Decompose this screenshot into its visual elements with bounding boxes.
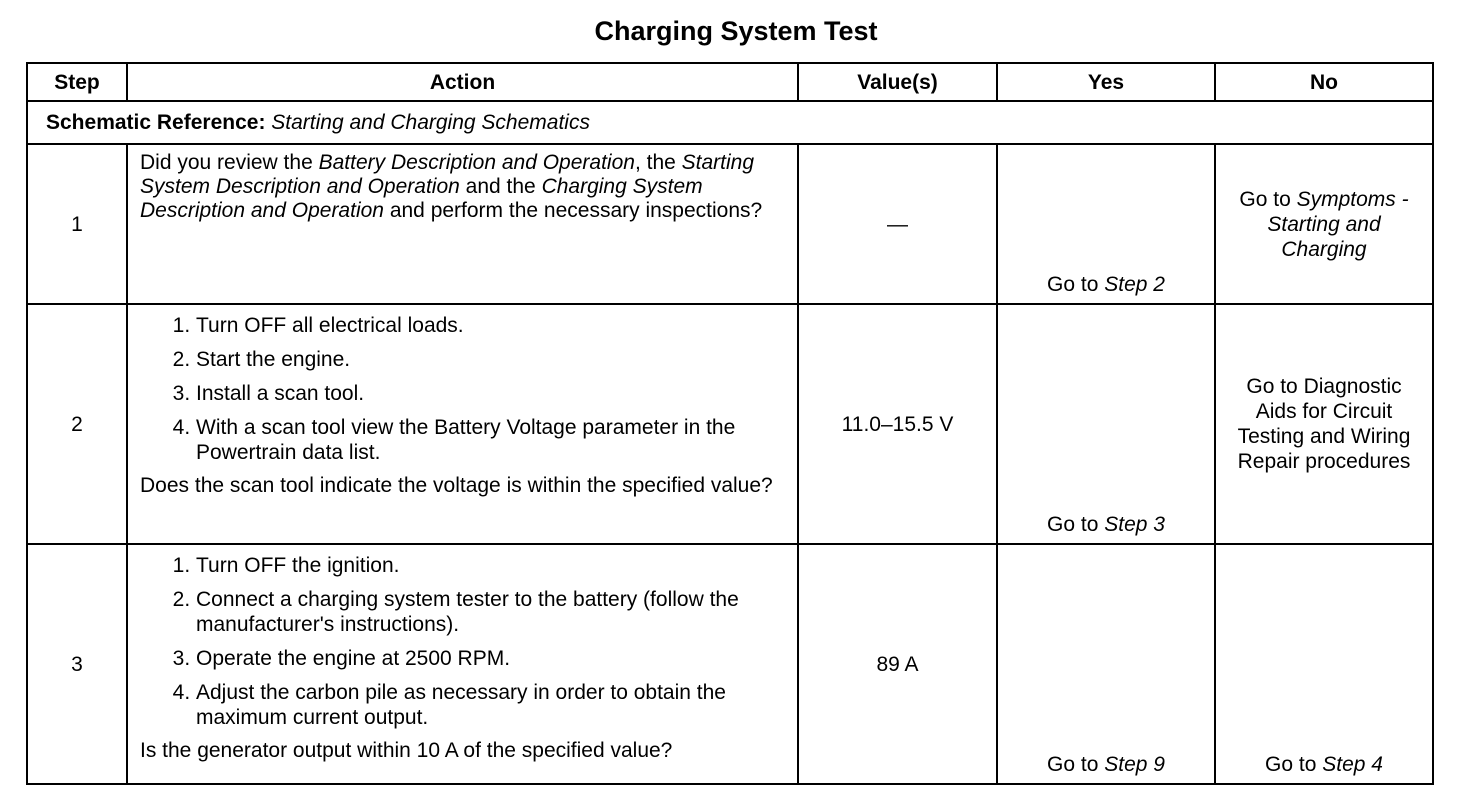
no-link[interactable]: Symptoms - Starting and Charging xyxy=(1267,187,1409,261)
no-cell: Go to Step 4 xyxy=(1215,544,1433,784)
value-cell: 89 A xyxy=(798,544,997,784)
table-row xyxy=(27,544,1433,784)
action-cell xyxy=(127,544,798,784)
step-number: 1 xyxy=(27,144,127,304)
yes-cell: Go to Step 9 xyxy=(997,544,1215,784)
yes-link[interactable]: Step 2 xyxy=(1104,273,1165,296)
header-yes: Yes xyxy=(997,63,1215,101)
action-question: Did you review the Battery Description and Operation, the Starting System Description and Operation and the Charging System Description and Operation and perform the necessary inspections? xyxy=(140,151,763,222)
action-cell xyxy=(127,304,798,544)
yes-cell: Go to Step 2 xyxy=(997,144,1215,304)
page-title: Charging System Test xyxy=(594,16,878,46)
list-item: 1. Turn OFF all electrical loads. xyxy=(196,313,787,338)
no-cell: Go to Symptoms - Starting and Charging xyxy=(1215,144,1433,304)
list-item: 3. Install a scan tool. xyxy=(196,381,787,406)
action-question: Does the scan tool indicate the voltage is within the specified value? xyxy=(140,474,773,497)
list-item: 2. Start the engine. xyxy=(196,347,787,372)
table-row xyxy=(27,304,1433,544)
schematic-reference xyxy=(27,101,1433,144)
header-values: Value(s) xyxy=(798,63,997,101)
table-row xyxy=(27,144,1433,304)
procedure-list xyxy=(140,553,787,730)
value-cell: — xyxy=(798,144,997,304)
list-item: 4. With a scan tool view the Battery Voltage parameter in the Powertrain data list. xyxy=(196,415,787,465)
list-item: 2. Connect a charging system tester to the battery (follow the manufacturer's instructions). xyxy=(196,587,787,637)
action-cell xyxy=(127,144,798,304)
schematic-value: Starting and Charging Schematics xyxy=(271,111,590,134)
header-step: Step xyxy=(27,63,127,101)
schematic-row xyxy=(27,101,1433,144)
no-link[interactable]: Step 4 xyxy=(1322,753,1383,776)
header-no: No xyxy=(1215,63,1433,101)
no-cell[interactable]: Go to Diagnostic Aids for Circuit Testing and Wiring Repair procedures xyxy=(1215,304,1433,544)
step-number: 3 xyxy=(27,544,127,784)
list-item: 1. Turn OFF the ignition. xyxy=(196,553,787,578)
list-item: 3. Operate the engine at 2500 RPM. xyxy=(196,646,787,671)
action-question: Is the generator output within 10 A of the specified value? xyxy=(140,739,673,762)
procedure-list xyxy=(140,313,787,465)
header-row xyxy=(27,63,1433,101)
schematic-label: Schematic Reference: xyxy=(46,111,266,134)
value-cell: 11.0–15.5 V xyxy=(798,304,997,544)
list-item: 4. Adjust the carbon pile as necessary in order to obtain the maximum current output. xyxy=(196,680,787,730)
yes-link[interactable]: Step 3 xyxy=(1104,513,1165,536)
step-number: 2 xyxy=(27,304,127,544)
header-action: Action xyxy=(127,63,798,101)
yes-link[interactable]: Step 9 xyxy=(1104,753,1165,776)
yes-cell: Go to Step 3 xyxy=(997,304,1215,544)
charging-system-test-table xyxy=(26,62,1434,785)
